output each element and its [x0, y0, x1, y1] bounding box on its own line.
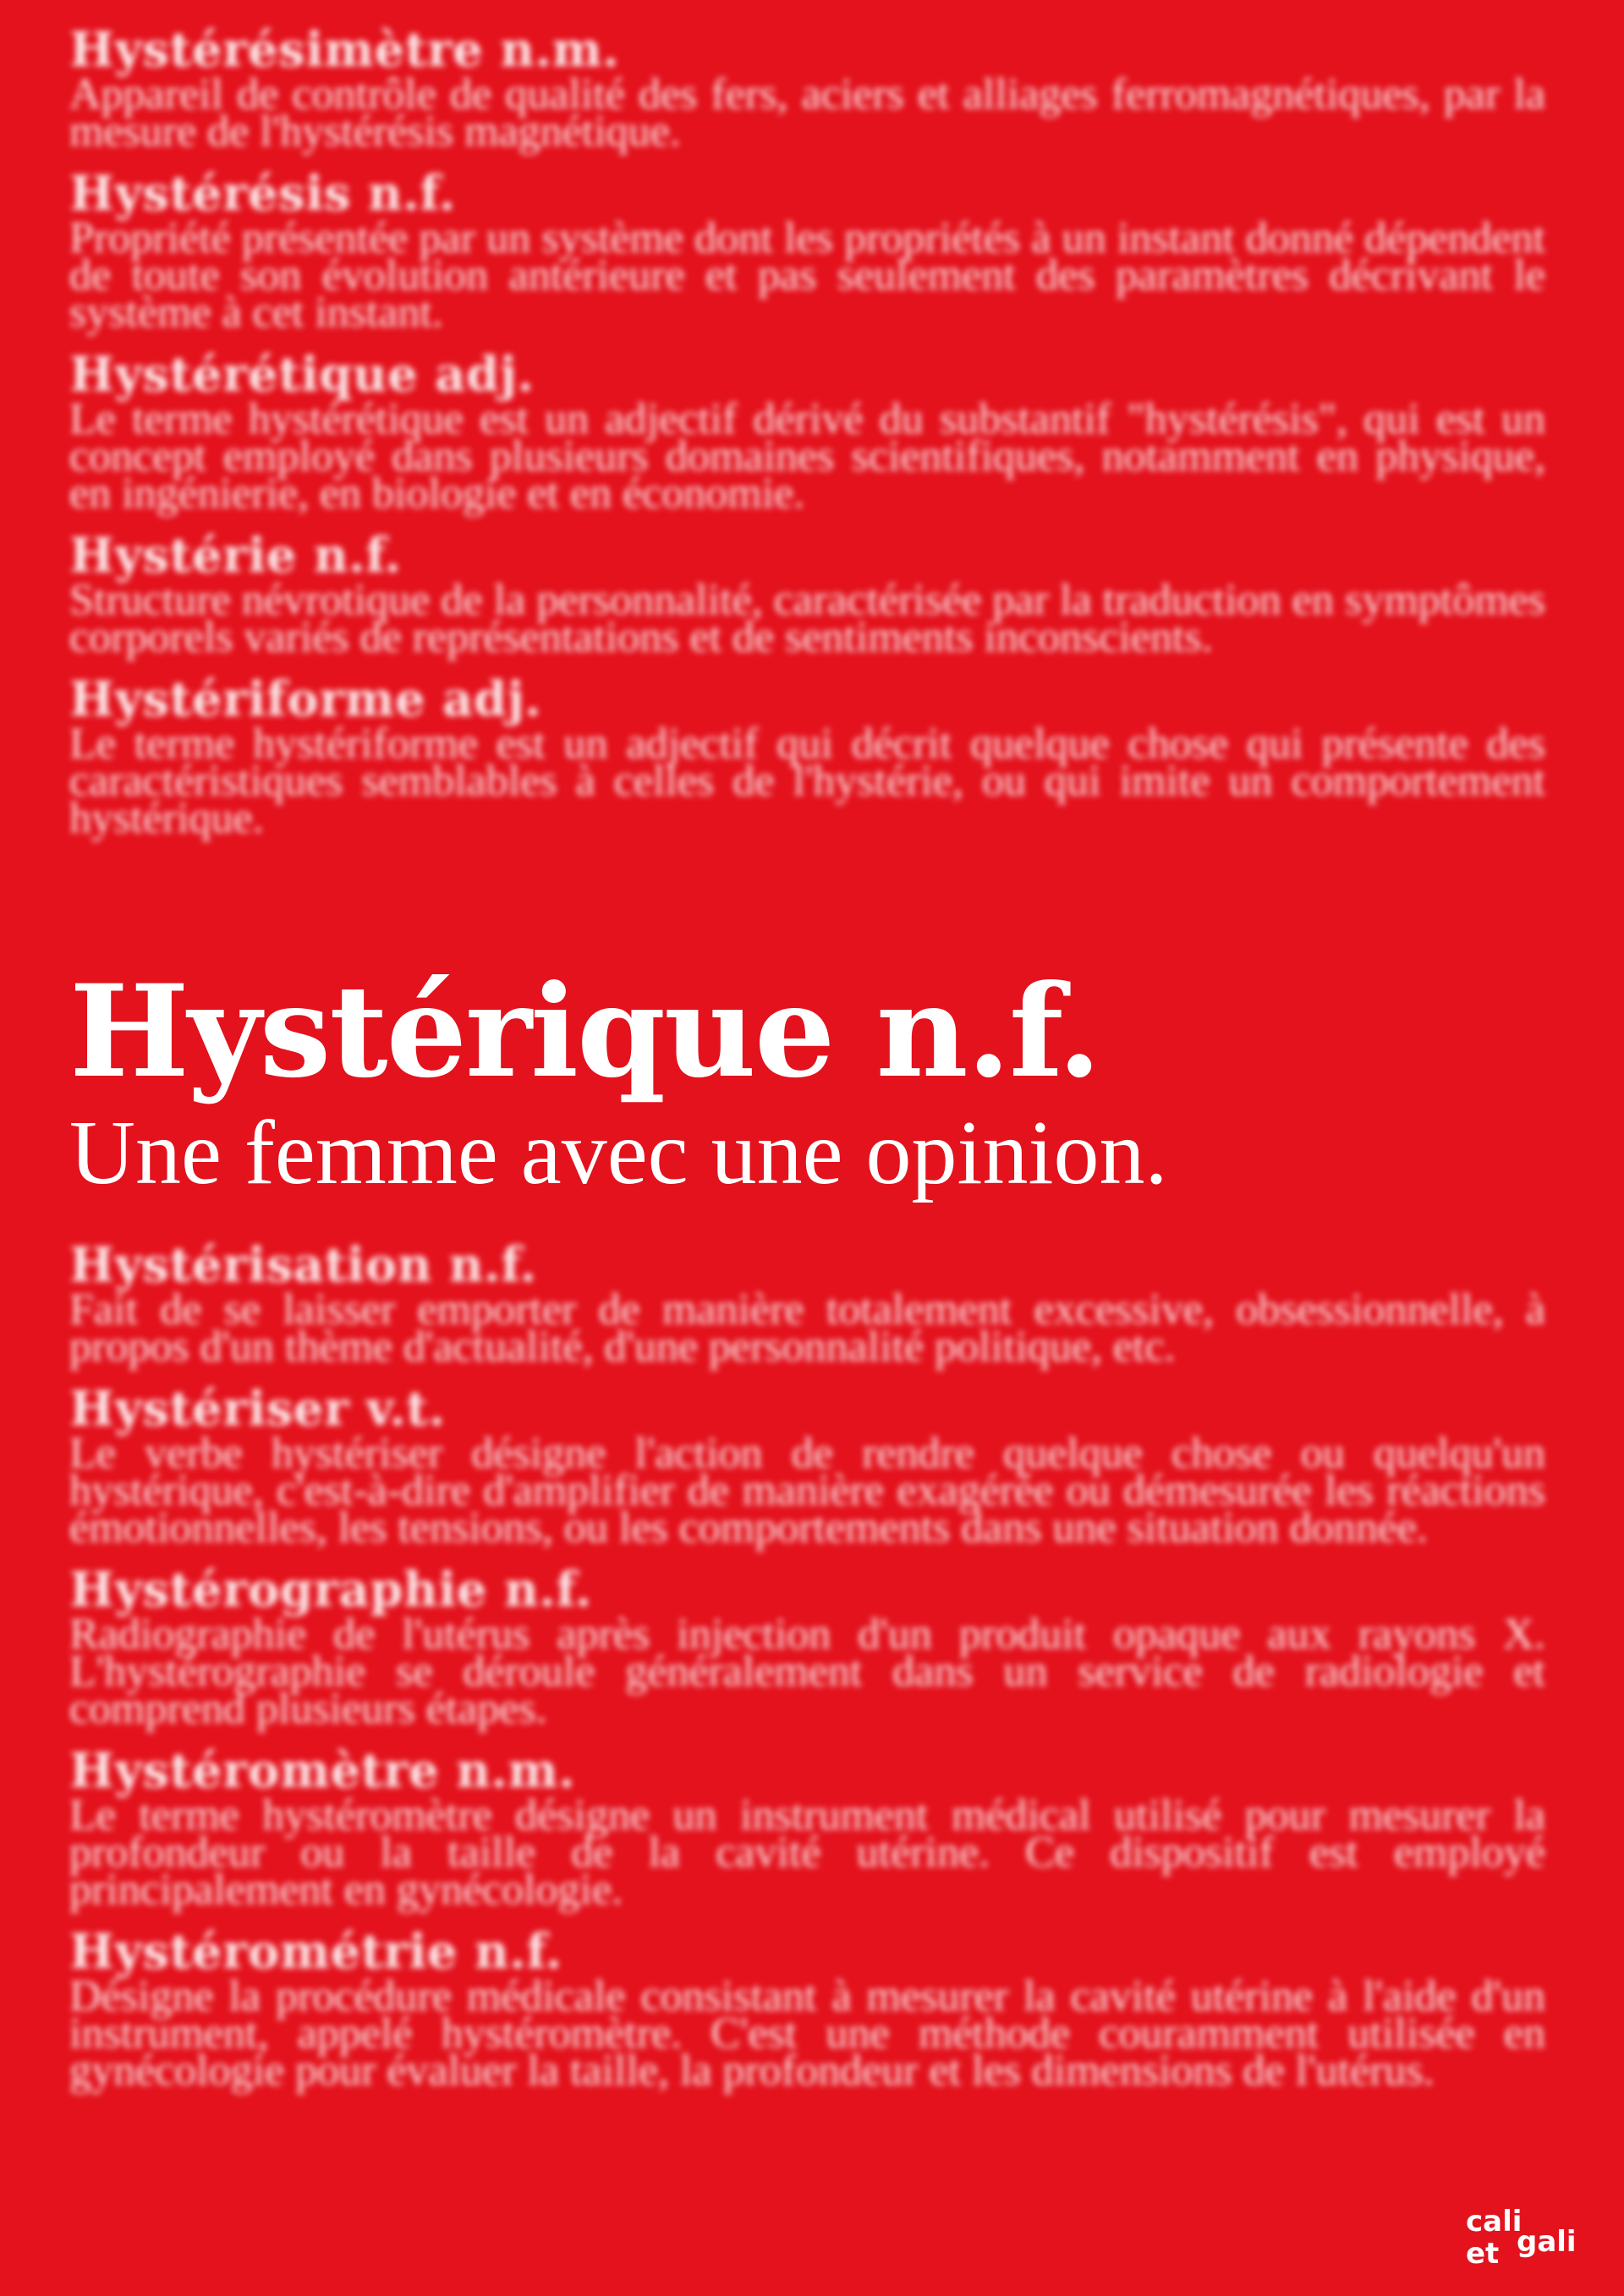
logo-text-gali: gali — [1517, 2225, 1577, 2259]
dictionary-entry — [69, 166, 1545, 337]
dictionary-entries-top — [69, 24, 1545, 854]
entry-title: Hystérésis n.f. — [69, 166, 456, 222]
entry-definition: Le terme hystérétique est un adjectif dérivé du substantif "hystérésis", qui est un concept employé dans plusieurs domaines scientifiques, notamment en physique, en ingénierie, en biologie et en économie. — [69, 395, 1545, 518]
logo-text-et: et — [1466, 2237, 1500, 2271]
dictionary-entry — [69, 347, 1545, 518]
headline-entry — [69, 957, 1575, 1204]
dictionary-entry — [69, 1743, 1545, 1914]
headline-definition: Une femme avec une opinion. — [69, 1103, 1168, 1203]
dictionary-entry — [69, 1237, 1545, 1371]
dictionary-entry — [69, 1562, 1545, 1733]
entry-title: Hystérétique adj. — [69, 347, 535, 403]
entry-title: Hystérisation n.f. — [69, 1237, 537, 1293]
entry-definition: Structure névrotique de la personnalité, caractérisée par la traduction en symptômes corporels variés de représentations et de sentiments inconscients. — [69, 576, 1545, 661]
headline-title: Hystérique n.f. — [69, 957, 1100, 1106]
brand-logo — [1466, 2207, 1593, 2275]
entry-title: Hystéromètre n.m. — [69, 1743, 576, 1799]
entry-title: Hystérographie n.f. — [69, 1562, 592, 1618]
dictionary-entries-bottom — [69, 1239, 1545, 2107]
dictionary-entry — [69, 1924, 1545, 2095]
entry-definition: Le terme hystéromètre désigne un instrument médical utilisé pour mesurer la profondeur ou la taille de la cavité utérine. Ce dispositif est employé principalement en gynécologie. — [69, 1791, 1545, 1914]
entry-definition: Radiographie de l'utérus après injection d'un produit opaque aux rayons X. L'hystérographie se déroule généralement dans un service de radiologie et comprend plusieurs étapes. — [69, 1610, 1545, 1733]
dictionary-entry — [69, 528, 1545, 661]
entry-title: Hystériser v.t. — [69, 1381, 446, 1437]
entry-title: Hystérésimètre n.m. — [69, 22, 620, 78]
logo-text-cali: cali — [1466, 2205, 1522, 2238]
entry-title: Hystérie n.f. — [69, 528, 402, 584]
entry-definition: Appareil de contrôle de qualité des fers, aciers et alliages ferromagnétiques, par la mesure de l'hystérésis magnétique. — [69, 70, 1545, 156]
entry-title: Hystériforme adj. — [69, 671, 542, 727]
entry-definition: Le terme hystériforme est un adjectif qui décrit quelque chose qui présente des caractéristiques semblables à celles de l'hystérie, ou qui imite un comportement hystérique. — [69, 720, 1545, 842]
entry-definition: Propriété présentée par un système dont les propriétés à un instant donné dépendent de toute son évolution antérieure et pas seulement des paramètres décrivant le système à cet instant. — [69, 214, 1545, 337]
entry-definition: Fait de se laisser emporter de manière totalement excessive, obsessionnelle, à propos d'un thème d'actualité, d'une personnalité politique, etc. — [69, 1285, 1545, 1371]
dictionary-entry — [69, 22, 1545, 156]
entry-definition: Désigne la procédure médicale consistant à mesurer la cavité utérine à l'aide d'un instrument, appelé hystéromètre. C'est une méthode couramment utilisée en gynécologie pour évaluer la taille, la profondeur et les dimensions de l'utérus. — [69, 1972, 1545, 2095]
entry-definition: Le verbe hystériser désigne l'action de rendre quelque chose ou quelqu'un hystérique, c'est-à-dire d'amplifier de manière exagérée ou démesurée les réactions émotionnelles, les tensions, ou les comportements dans une situation donnée. — [69, 1429, 1545, 1552]
dictionary-entry — [69, 1381, 1545, 1552]
dictionary-entry — [69, 671, 1545, 842]
entry-title: Hystérométrie n.f. — [69, 1924, 562, 1980]
